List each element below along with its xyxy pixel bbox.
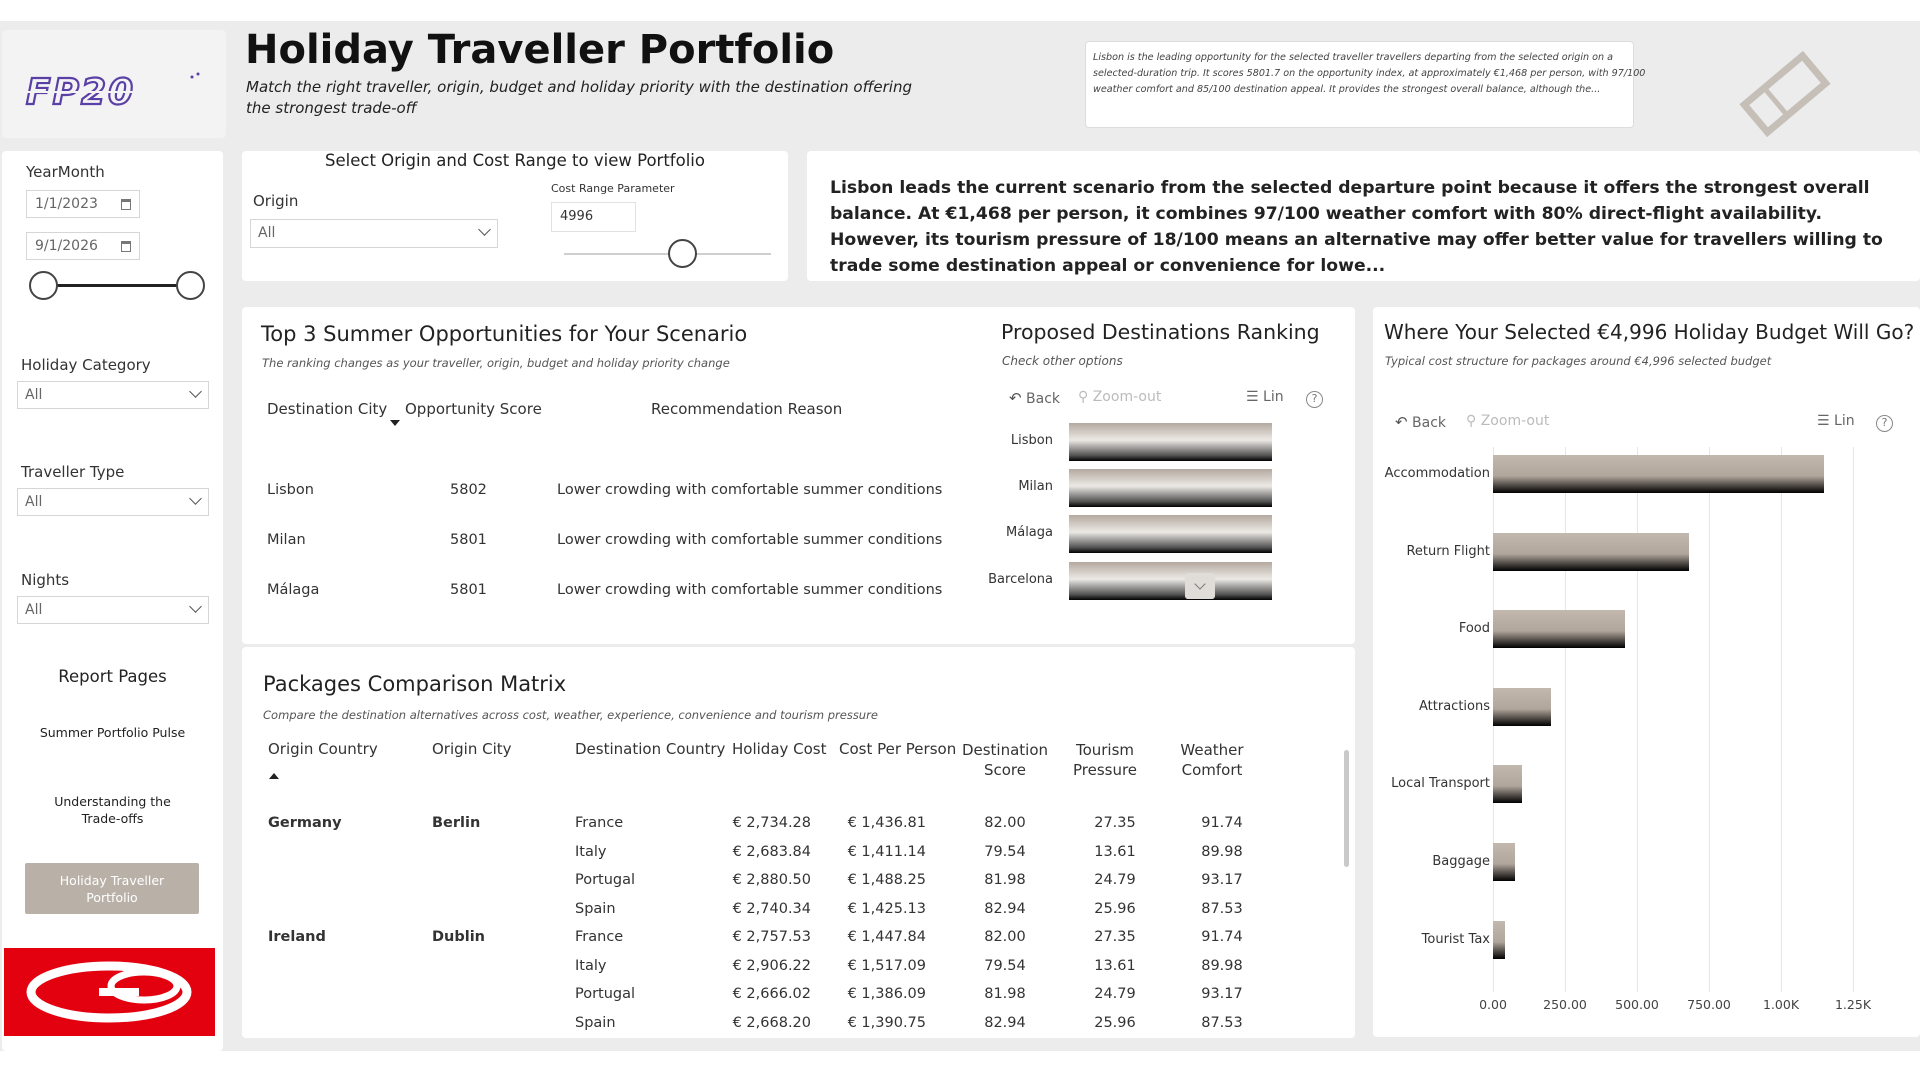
matrix-dest-score: 81.98 — [984, 872, 1026, 888]
chevron-down-icon — [478, 223, 491, 236]
matrix-scrollbar[interactable] — [1344, 750, 1349, 867]
matrix-tourism-pressure: 27.35 — [1094, 929, 1136, 945]
ranking-city-label: Málaga — [1006, 525, 1053, 540]
table-row[interactable] — [242, 901, 1332, 925]
nav-page-summer-pulse[interactable]: Summer Portfolio Pulse — [39, 725, 186, 740]
matrix-weather-comfort: 93.17 — [1201, 986, 1243, 1002]
budget-bar[interactable] — [1493, 765, 1522, 803]
matrix-col-origin-city[interactable]: Origin City — [432, 740, 512, 758]
matrix-origin-country: Ireland — [268, 929, 326, 945]
back-icon: ↶ — [1009, 389, 1022, 407]
ranking-bar-barcelona[interactable] — [1069, 562, 1272, 600]
x-tick-label: 750.00 — [1687, 997, 1731, 1012]
traveller-type-label: Traveller Type — [21, 463, 125, 481]
top3-city: Milan — [267, 532, 306, 548]
origin-cost-title: Select Origin and Cost Range to view Portfolio — [325, 151, 705, 170]
summary-line2: selected-duration trip. It scores 5801.7 on the opportunity index, at approximately €1,468 per person, with 97/100 — [1093, 68, 1646, 79]
ranking-lin-label: Lin — [1263, 389, 1284, 405]
category-label: Food — [1458, 621, 1490, 637]
top3-score: 5801 — [450, 532, 487, 548]
list-icon: ☰ — [1817, 413, 1830, 429]
matrix-holiday-cost: € 2,734.28 — [732, 815, 811, 831]
origin-value: All — [258, 225, 276, 241]
matrix-tourism-pressure: 13.61 — [1094, 957, 1136, 974]
matrix-title: Packages Comparison Matrix — [263, 672, 567, 696]
eraser-icon[interactable] — [1735, 49, 1835, 139]
page-subtitle-line2: the strongest trade-off — [246, 99, 417, 117]
calendar-icon[interactable] — [121, 199, 131, 210]
x-tick-label: 250.00 — [1543, 997, 1587, 1012]
top3-col-reason[interactable]: Recommendation Reason — [651, 400, 843, 418]
gridline — [1637, 447, 1638, 992]
yearmonth-label: YearMonth — [26, 163, 105, 181]
origin-cost-card — [242, 151, 788, 281]
report-pages-title: Report Pages — [58, 667, 167, 686]
category-label: Accommodation — [1384, 466, 1490, 481]
budget-subtitle: Typical cost structure for packages around €4,996 selected budget — [1385, 354, 1772, 368]
matrix-holiday-cost: € 2,740.34 — [732, 900, 811, 917]
ranking-back-label: Back — [1026, 391, 1061, 407]
budget-card — [1373, 307, 1920, 1037]
matrix-dest-country: Italy — [575, 843, 607, 860]
gridline — [1781, 447, 1782, 992]
report-canvas — [0, 21, 1920, 1051]
category-label: Tourist Tax — [1421, 931, 1490, 947]
matrix-dest-score: 79.54 — [984, 843, 1026, 860]
matrix-weather-comfort: 93.17 — [1201, 872, 1243, 888]
logo-card — [2, 30, 226, 138]
ranking-back-button[interactable] — [1009, 389, 1060, 407]
nights-label: Nights — [21, 571, 70, 589]
budget-lin-label: Lin — [1834, 413, 1855, 429]
matrix-tourism-pressure: 24.79 — [1094, 986, 1136, 1002]
matrix-cost-pp: € 1,517.09 — [847, 957, 926, 974]
budget-bar[interactable] — [1493, 843, 1515, 881]
top3-col-city[interactable]: Destination City — [267, 400, 388, 418]
origin-select[interactable] — [250, 219, 498, 248]
matrix-dest-score: 82.00 — [984, 929, 1026, 945]
matrix-dest-country: France — [575, 929, 624, 945]
summary-line3: weather comfort and 85/100 destination appeal. It provides the strongest overall balance, although the... — [1093, 84, 1601, 95]
budget-bar[interactable] — [1493, 455, 1824, 493]
date-start-value: 1/1/2023 — [35, 196, 98, 212]
table-row[interactable] — [242, 872, 1332, 896]
date-slider-handle-end[interactable] — [176, 271, 205, 300]
table-row[interactable] — [242, 986, 1332, 1010]
nav-page-trade-offs[interactable]: Understanding the Trade-offs — [54, 794, 171, 826]
table-row[interactable] — [242, 929, 1332, 953]
budget-help-icon[interactable]: ? — [1876, 415, 1893, 432]
matrix-holiday-cost: € 2,668.20 — [732, 1014, 811, 1031]
budget-title: Where Your Selected €4,996 Holiday Budget Will Go? — [1384, 320, 1915, 344]
cost-range-label: Cost Range Parameter — [551, 182, 675, 195]
ranking-title: Proposed Destinations Ranking — [1001, 320, 1320, 344]
matrix-col-dest-country[interactable]: Destination Country — [575, 740, 726, 758]
gp-logo-mark — [4, 948, 215, 1036]
top3-score: 5801 — [450, 582, 487, 598]
matrix-dest-score: 79.54 — [984, 957, 1026, 974]
sort-asc-icon[interactable] — [269, 773, 279, 779]
top3-title: Top 3 Summer Opportunities for Your Scenario — [261, 322, 748, 346]
table-row[interactable] — [242, 844, 1332, 868]
chevron-down-icon — [189, 600, 202, 613]
x-tick-label: 1.25K — [1834, 997, 1872, 1012]
nav-page-holiday-portfolio-label: Holiday Traveller Portfolio — [59, 872, 165, 905]
top3-reason: Lower crowding with comfortable summer conditions — [557, 532, 943, 548]
matrix-cost-pp: € 1,411.14 — [847, 843, 926, 860]
date-end-input[interactable] — [26, 232, 140, 260]
budget-bar[interactable] — [1493, 533, 1689, 571]
matrix-holiday-cost: € 2,666.02 — [732, 986, 811, 1002]
ranking-city-label: Barcelona — [988, 572, 1053, 587]
top3-col-score[interactable]: Opportunity Score — [405, 400, 542, 418]
date-start-input[interactable] — [26, 190, 140, 218]
matrix-cost-pp: € 1,386.09 — [847, 986, 926, 1002]
matrix-col-dest-score[interactable] — [960, 740, 1050, 780]
gridline — [1853, 447, 1854, 992]
matrix-cost-pp: € 1,425.13 — [847, 900, 926, 917]
budget-zoom-label: Zoom-out — [1480, 413, 1550, 429]
category-label: Baggage — [1432, 854, 1490, 869]
matrix-tourism-pressure: 25.96 — [1094, 900, 1136, 917]
ranking-help-icon[interactable]: ? — [1306, 391, 1323, 408]
date-end-value: 9/1/2026 — [35, 238, 98, 254]
fp20-logo — [2, 30, 226, 138]
matrix-origin-city: Berlin — [432, 815, 481, 831]
matrix-cost-pp: € 1,488.25 — [847, 872, 926, 888]
top3-subtitle: The ranking changes as your traveller, origin, budget and holiday priority change — [262, 356, 730, 370]
matrix-col-origin-country[interactable]: Origin Country — [268, 740, 378, 758]
matrix-weather-comfort: 87.53 — [1201, 900, 1243, 917]
logo-text: FP20 — [26, 72, 136, 113]
matrix-dest-score: 82.94 — [984, 900, 1026, 917]
matrix-dest-country: Italy — [575, 957, 607, 974]
date-slider-handle-start[interactable] — [29, 271, 58, 300]
matrix-subtitle: Compare the destination alternatives across cost, weather, experience, convenience and tourism pressure — [263, 708, 878, 722]
matrix-dest-score: 82.00 — [984, 815, 1026, 831]
matrix-cost-pp: € 1,447.84 — [847, 929, 926, 945]
table-row[interactable] — [242, 815, 1332, 839]
ranking-zoom-label: Zoom-out — [1092, 389, 1162, 405]
matrix-col-cost-pp[interactable]: Cost Per Person — [839, 740, 957, 758]
sort-desc-icon[interactable] — [390, 420, 400, 426]
holiday-category-label: Holiday Category — [21, 356, 151, 374]
ranking-city-label: Milan — [1018, 479, 1053, 494]
holiday-category-select[interactable] — [17, 381, 209, 409]
holiday-category-value: All — [25, 387, 43, 403]
gp-logo — [4, 948, 215, 1036]
cost-range-value: 4996 — [560, 209, 594, 224]
top3-city: Lisbon — [267, 482, 314, 498]
summary-box — [1085, 41, 1646, 128]
budget-bar-chart — [1373, 307, 1920, 1037]
matrix-tourism-pressure: 25.96 — [1094, 1014, 1136, 1031]
matrix-col-dest-score-line2: Score — [983, 761, 1026, 779]
matrix-col-holiday-cost[interactable]: Holiday Cost — [732, 740, 827, 758]
x-tick-label: 500.00 — [1615, 997, 1659, 1012]
x-tick-label: 0.00 — [1479, 997, 1507, 1012]
zoom-out-icon: ⚲ — [1078, 389, 1089, 405]
category-label: Return Flight — [1406, 543, 1490, 559]
matrix-dest-country: Portugal — [575, 872, 636, 888]
narrative-card — [807, 151, 1920, 281]
matrix-col-weather[interactable] — [1167, 740, 1257, 780]
ranking-bar-milan[interactable] — [1069, 469, 1272, 507]
matrix-col-dest-score-line1: Destination — [961, 741, 1049, 759]
chevron-down-icon — [189, 492, 202, 505]
top3-card — [242, 307, 1355, 644]
matrix-card — [242, 647, 1355, 1038]
budget-bar[interactable] — [1493, 688, 1551, 726]
traveller-type-select[interactable] — [17, 488, 209, 516]
matrix-dest-country: Portugal — [575, 986, 636, 1002]
budget-bar[interactable] — [1493, 921, 1505, 959]
matrix-holiday-cost: € 2,683.84 — [732, 843, 811, 860]
matrix-col-weather-line2: Comfort — [1181, 761, 1243, 779]
cost-range-input[interactable] — [551, 202, 636, 232]
matrix-weather-comfort: 87.53 — [1201, 1014, 1243, 1031]
matrix-weather-comfort: 91.74 — [1201, 929, 1243, 945]
traveller-type-value: All — [25, 494, 43, 510]
matrix-col-tourism[interactable] — [1060, 740, 1150, 780]
matrix-dest-country: France — [575, 815, 624, 831]
matrix-dest-score: 81.98 — [984, 986, 1026, 1002]
chevron-down-icon — [189, 385, 202, 398]
matrix-holiday-cost: € 2,880.50 — [732, 872, 811, 888]
ranking-bar-lisbon[interactable] — [1069, 423, 1272, 461]
matrix-dest-country: Spain — [575, 900, 616, 917]
matrix-weather-comfort: 91.74 — [1201, 815, 1243, 831]
gridline — [1709, 447, 1710, 992]
narrative-text: Lisbon leads the current scenario from the selected departure point because it offers the strongest overall balance. At €1,468 per person, it combines 97/100 weather comfort with 80% direct-flight availability. However, its tourism pressure of 18/100 means an alternative may offer better value for travellers willing to trade some destination appeal or convenience for lowe... — [830, 178, 1883, 276]
origin-label: Origin — [253, 192, 299, 210]
table-row[interactable] — [242, 1015, 1332, 1039]
matrix-origin-city: Dublin — [432, 929, 486, 945]
matrix-tourism-pressure: 27.35 — [1094, 815, 1136, 831]
scroll-down-button[interactable] — [1185, 573, 1215, 599]
matrix-weather-comfort: 89.98 — [1201, 957, 1243, 974]
ranking-lin-button[interactable] — [1246, 389, 1284, 405]
date-range-slider[interactable] — [42, 284, 192, 287]
matrix-holiday-cost: € 2,757.53 — [732, 929, 811, 945]
matrix-cost-pp: € 1,436.81 — [847, 815, 926, 831]
table-row[interactable] — [242, 958, 1332, 982]
summary-line1: Lisbon is the leading opportunity for the selected traveller travellers departing from the selected origin on a — [1093, 52, 1614, 63]
zoom-out-icon: ⚲ — [1466, 413, 1477, 429]
budget-bar[interactable] — [1493, 610, 1625, 648]
page-title: Holiday Traveller Portfolio — [245, 27, 835, 73]
matrix-col-tourism-line1: Tourism — [1075, 741, 1135, 759]
category-label: Local Transport — [1391, 776, 1490, 792]
ranking-city-label: Lisbon — [1010, 433, 1053, 448]
nights-value: All — [25, 602, 43, 618]
filter-panel — [2, 151, 223, 1051]
matrix-holiday-cost: € 2,906.22 — [732, 957, 811, 974]
matrix-dest-country: Spain — [575, 1014, 616, 1031]
top3-reason: Lower crowding with comfortable summer conditions — [557, 582, 943, 598]
top3-city: Málaga — [267, 582, 320, 598]
matrix-origin-country: Germany — [268, 815, 342, 831]
calendar-icon[interactable] — [121, 241, 131, 252]
matrix-cost-pp: € 1,390.75 — [847, 1014, 926, 1031]
top3-score: 5802 — [450, 482, 487, 498]
matrix-col-tourism-line2: Pressure — [1072, 761, 1138, 779]
nights-select[interactable] — [17, 596, 209, 624]
ranking-bar-malaga[interactable] — [1069, 515, 1272, 553]
matrix-tourism-pressure: 24.79 — [1094, 872, 1136, 888]
page-subtitle-line1: Match the right traveller, origin, budget and holiday priority with the destination offering — [246, 78, 913, 96]
ranking-zoomout-button[interactable] — [1078, 389, 1161, 405]
gridline — [1565, 447, 1566, 992]
matrix-weather-comfort: 89.98 — [1201, 843, 1243, 860]
budget-back-label: Back — [1412, 415, 1447, 431]
cost-slider-handle[interactable] — [668, 239, 697, 268]
top3-reason: Lower crowding with comfortable summer conditions — [557, 482, 943, 498]
nav-page-holiday-portfolio[interactable] — [25, 863, 199, 914]
matrix-tourism-pressure: 13.61 — [1094, 843, 1136, 860]
chevron-down-icon — [1194, 578, 1205, 589]
matrix-col-weather-line1: Weather — [1180, 741, 1244, 759]
matrix-dest-score: 82.94 — [984, 1014, 1026, 1031]
back-icon: ↶ — [1395, 413, 1408, 431]
ranking-subtitle: Check other options — [1002, 354, 1123, 368]
x-tick-label: 1.00K — [1762, 997, 1800, 1012]
category-label: Attractions — [1419, 698, 1490, 714]
list-icon: ☰ — [1246, 389, 1259, 405]
